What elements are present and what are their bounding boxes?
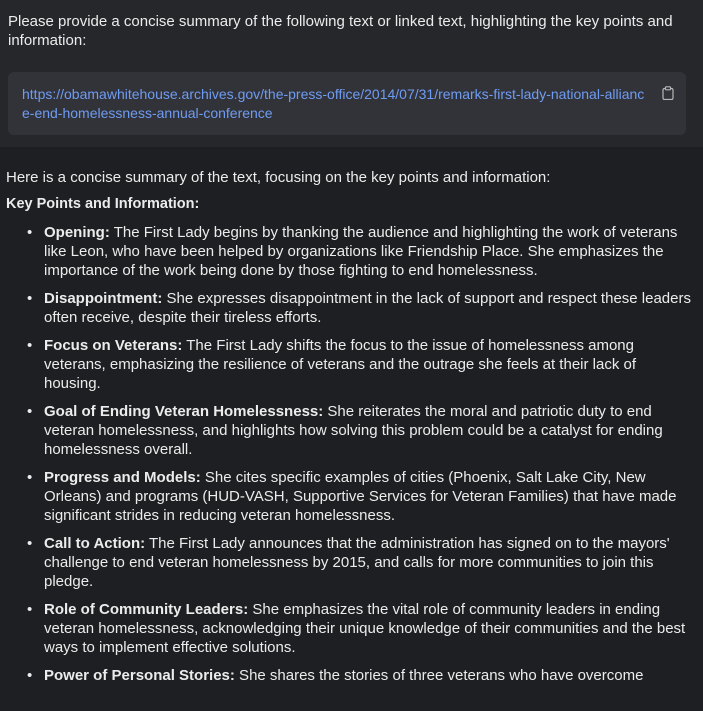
list-item: • Goal of Ending Veteran Homelessness: She reiterates the moral and patriotic duty to end veteran homelessness, and highlights how solving this problem could be a catalyst for ending homelessness overall. — [27, 403, 663, 458]
list-item: • Disappointment: She expresses disappointment in the lack of support and respect these leaders often receive, despite their tireless efforts. — [27, 290, 691, 326]
user-prompt-text: Please provide a concise summary of the following text or linked text, highlighting the key points and information: — [8, 13, 673, 49]
bullet-icon: • — [27, 535, 33, 552]
assistant-message — [0, 147, 703, 685]
list-item: • Role of Community Leaders: She emphasizes the vital role of community leaders in ending veteran homelessness, acknowledging their unique knowledge of their communities and the best ways to implement effective solutions. — [27, 601, 686, 656]
list-item: • Call to Action: The First Lady announces that the administration has signed on to the mayors' challenge to end veteran homelessness by 2015, and calls for more communities to join this pledge. — [27, 535, 670, 590]
user-message — [0, 0, 703, 147]
bullet-icon: • — [27, 469, 33, 486]
bullet-icon: • — [27, 403, 33, 420]
bullet-icon: • — [27, 224, 33, 241]
list-item: • Opening: The First Lady begins by thanking the audience and highlighting the work of veterans like Leon, who have been helped by organizations like Friendship Place. She emphasizes the importance of the work being done by those fighting to end homelessness. — [27, 224, 678, 279]
bullet-icon: • — [27, 337, 33, 354]
summary-intro: Here is a concise summary of the text, focusing on the key points and information: — [6, 169, 551, 186]
source-link[interactable]: https://obamawhitehouse.archives.gov/the-press-office/2014/07/31/remarks-first-lady-national-alliance-end-homelessness-annual-conference — [22, 86, 645, 121]
bullet-icon: • — [27, 601, 33, 618]
key-points-list — [6, 223, 695, 685]
link-block — [8, 72, 686, 135]
bullet-icon: • — [27, 667, 33, 684]
list-item: • Focus on Veterans: The First Lady shifts the focus to the issue of homelessness among veterans, emphasizing the resilience of veterans and the outrage she feels at their lack of housing. — [27, 337, 637, 392]
list-item: • Progress and Models: She cites specific examples of cities (Phoenix, Salt Lake City, New Orleans) and programs (HUD-VASH, Supportive Services for Veteran Families) that have made significant strides in reducing veteran homelessness. — [27, 469, 677, 524]
list-item: • Power of Personal Stories: She shares the stories of three veterans who have overcome — [27, 667, 644, 684]
summary-heading: Key Points and Information: — [6, 196, 200, 212]
copy-icon[interactable] — [662, 86, 674, 100]
bullet-icon: • — [27, 290, 33, 307]
